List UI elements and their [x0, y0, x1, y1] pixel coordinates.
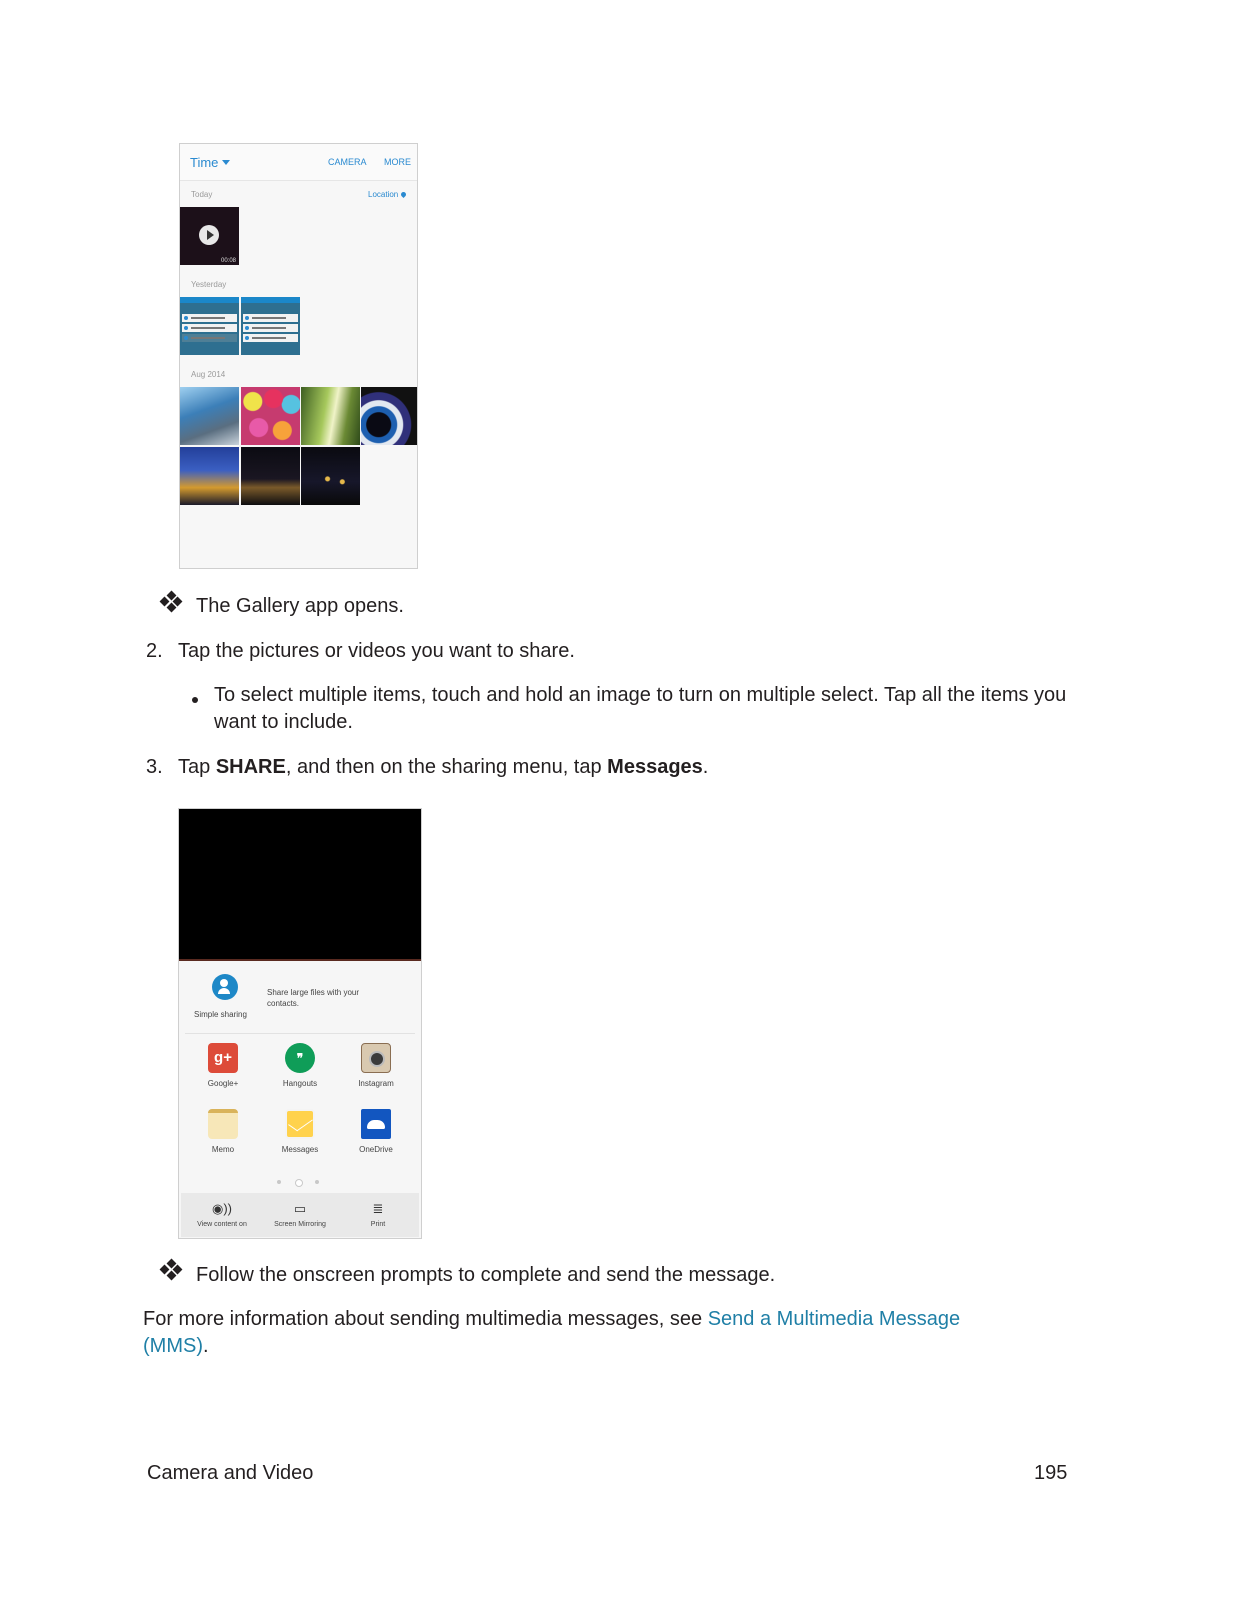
google-plus-icon: g+ — [208, 1043, 238, 1073]
screenshot-thumbnail[interactable] — [241, 297, 300, 355]
preview-area — [179, 809, 421, 959]
simple-sharing-description: Share large files with your contacts. — [267, 988, 360, 1008]
app-label: Google+ — [207, 1079, 239, 1088]
time-label: Time — [190, 155, 219, 170]
share-app-instagram[interactable] — [346, 1043, 406, 1088]
share-app-messages[interactable] — [270, 1109, 330, 1154]
share-bottom-bar — [181, 1193, 419, 1237]
photo-thumbnail[interactable] — [241, 387, 300, 445]
section-aug-2014: Aug 2014 — [191, 370, 226, 379]
screenshot-thumbnail[interactable] — [180, 297, 239, 355]
print-label: Print — [370, 1221, 386, 1228]
screen-mirroring-icon: ▭ — [293, 1201, 307, 1216]
print-button[interactable] — [339, 1201, 417, 1228]
section-yesterday: Yesterday — [191, 280, 227, 289]
simple-sharing-icon[interactable] — [212, 974, 238, 1000]
app-label: Memo — [211, 1145, 235, 1154]
app-label: Instagram — [358, 1079, 394, 1088]
onedrive-icon — [361, 1109, 391, 1139]
step-3-text: Tap SHARE, and then on the sharing menu, tap Messages. — [178, 756, 709, 778]
diamond-bullet-icon — [161, 592, 181, 612]
share-keyword: SHARE — [215, 756, 286, 778]
more-info-paragraph: For more information about sending multimedia messages, see Send a Multimedia Message (MMS). — [143, 1308, 961, 1357]
hangouts-icon: ❞ — [285, 1043, 315, 1073]
gallery-screenshot — [179, 143, 418, 569]
view-content-label: View content on — [197, 1221, 247, 1228]
app-label: OneDrive — [359, 1145, 393, 1154]
app-label: Hangouts — [282, 1079, 318, 1088]
screen-mirroring-label: Screen Mirroring — [274, 1221, 326, 1228]
share-app-hangouts[interactable] — [270, 1043, 330, 1088]
messages-icon — [285, 1109, 315, 1139]
share-app-memo[interactable] — [193, 1109, 253, 1154]
app-label: Messages — [281, 1145, 319, 1154]
location-label: Location — [368, 190, 399, 199]
bullet-text: To select multiple items, touch and hold an image to turn on multiple select. Tap all the items you want to include. — [214, 684, 1067, 733]
location-pin-icon — [400, 191, 407, 198]
video-duration: 00:08 — [220, 258, 236, 264]
photo-thumbnail[interactable] — [361, 387, 418, 445]
more-button[interactable]: MORE — [384, 157, 411, 167]
step-3-number: 3. — [146, 756, 163, 778]
view-content-button[interactable] — [183, 1201, 261, 1228]
video-thumbnail[interactable] — [180, 207, 239, 265]
bullet-dot-icon — [192, 697, 198, 703]
step-2-number: 2. — [146, 640, 163, 662]
mms-link[interactable]: Send a Multimedia Message (MMS) — [143, 1308, 961, 1357]
simple-sharing-label[interactable]: Simple sharing — [194, 1010, 247, 1019]
camera-button[interactable]: CAMERA — [328, 157, 367, 167]
photo-thumbnail[interactable] — [241, 447, 300, 505]
photo-thumbnail[interactable] — [180, 387, 239, 445]
follow-prompts-text: Follow the onscreen prompts to complete and send the message. — [196, 1264, 776, 1286]
page-number: 195 — [1034, 1462, 1068, 1484]
time-dropdown[interactable] — [190, 155, 230, 170]
page-indicator — [277, 1178, 327, 1186]
share-app-onedrive[interactable] — [346, 1109, 406, 1154]
play-icon — [199, 225, 219, 245]
dropdown-arrow-icon — [222, 160, 230, 165]
view-content-icon: ◉)) — [211, 1201, 232, 1216]
screen-mirroring-button[interactable] — [261, 1201, 339, 1228]
memo-icon — [208, 1109, 238, 1139]
instagram-icon — [361, 1043, 391, 1073]
footer-section-title: Camera and Video — [147, 1462, 314, 1484]
messages-keyword: Messages — [607, 756, 703, 778]
photo-thumbnail[interactable] — [301, 387, 360, 445]
step-2-text: Tap the pictures or videos you want to share. — [178, 640, 575, 662]
divider — [185, 1033, 415, 1034]
share-app-google-plus[interactable] — [193, 1043, 253, 1088]
photo-thumbnail[interactable] — [180, 447, 239, 505]
photo-thumbnail[interactable] — [301, 447, 360, 505]
print-icon: ≣ — [372, 1201, 384, 1216]
location-button[interactable] — [368, 190, 406, 199]
gallery-opens-text: The Gallery app opens. — [196, 595, 404, 617]
section-today: Today — [191, 190, 213, 199]
diamond-bullet-icon — [161, 1260, 181, 1280]
share-menu-screenshot — [178, 808, 422, 1239]
